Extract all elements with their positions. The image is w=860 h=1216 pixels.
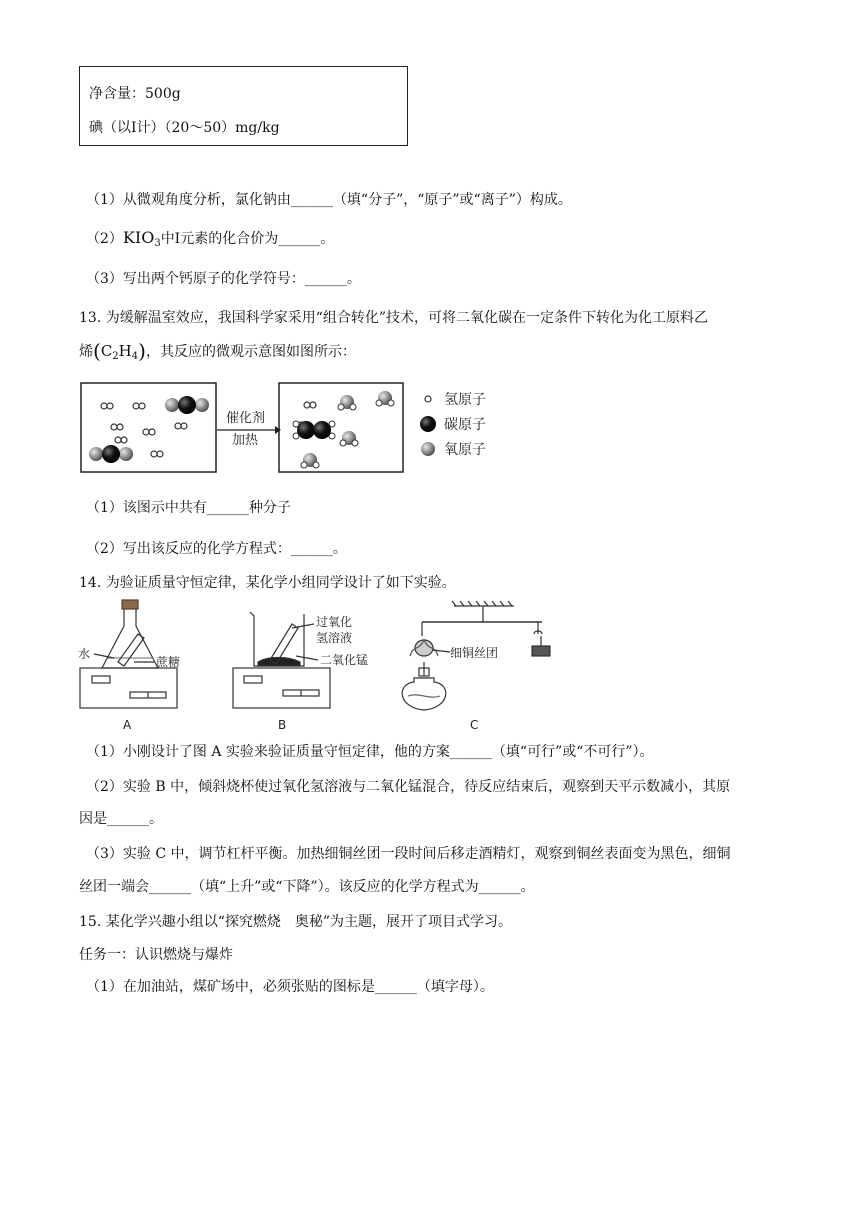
q13-part1: （1）该图示中共有______种分子 [86,500,291,516]
legend-carbon-symbol [420,416,436,432]
formula-c-sub: 2 [112,351,119,362]
experiment-c [402,601,550,710]
formula-c: C [100,342,113,360]
product-c2h4-molecule [293,421,335,439]
experiment-b [233,612,368,708]
q13-intro-line1: 13. 为缓解温室效应，我国科学家采用“组合转化”技术，可将二氧化碳在一定条件下转化为化工原料乙 [79,310,709,326]
q14-part1: （1）小刚设计了图 A 实验来验证质量守恒定律，他的方案______（填“可行”或“不可行”）。 [86,744,654,760]
caption-c: C [470,718,479,732]
q14-intro: 14. 为验证质量守恒定律，某化学小组同学设计了如下实验。 [79,575,456,591]
label-mno2: 二氧化锰 [320,653,369,667]
label-h2o2-1: 过氧化 [316,615,353,629]
legend-hydrogen-label: 氢原子 [444,392,486,408]
formula-c2h4 [101,342,138,360]
formula-h: H [118,342,132,360]
legend-hydrogen-symbol [425,396,431,402]
condition-heat: 加热 [232,433,259,448]
caption-b: B [278,718,287,732]
q14-part2-line2: 因是______。 [79,811,163,827]
test-tube-a [118,634,144,666]
nutrition-label-box [79,66,408,146]
q13-intro-line2-prefix: 烯 [79,344,93,360]
weight [532,646,550,656]
balance-b-display [244,676,262,683]
legend-oxygen-label: 氧原子 [444,442,486,458]
legend-oxygen-symbol [421,442,435,456]
reactant-co2-molecule-1 [165,396,209,414]
q12-part2 [86,228,334,249]
experiment-figure [78,596,578,734]
paren-close: ) [138,339,146,363]
balance-b [233,668,330,708]
q14-part3-line2: 丝团一端会______（填“上升”或“下降”）。该反应的化学方程式为______。 [79,879,535,895]
formula-kio3-main: KIO [122,228,155,247]
reactant-co2-molecule-2 [89,445,133,463]
q12-part3: （3）写出两个钙原子的化学符号：______。 [86,271,361,287]
q15-intro: 15. 某化学兴趣小组以“探究燃烧 奥秘”为主题，展开了项目式学习。 [79,914,513,930]
label-water: 水 [78,647,91,661]
net-content-text: 净含量：500g [89,86,181,102]
iodine-content-text: 碘（以Ⅰ计）（20～50）mg/kg [89,120,280,136]
formula-h-sub: 4 [131,351,139,362]
q13-intro-line2-suffix: ，其反应的微观示意图如图所示： [145,344,356,360]
q15-task1: 任务一：认识燃烧与爆炸 [79,947,233,963]
caption-a: A [123,718,132,732]
copper-wire-ball [415,640,433,656]
q12-part2-suffix: 中Ⅰ元素的化合价为______。 [160,231,335,247]
q14-part2-line1: （2）实验 B 中，倾斜烧杯使过氧化氢溶液与二氧化锰混合，待反应结束后，观察到天平示数减小，其原 [86,779,731,795]
experiment-a [78,600,180,708]
reactants-box [81,383,216,472]
q13-part2: （2）写出该反应的化学方程式：______。 [86,541,347,557]
paren-open: ( [93,339,101,363]
formula-kio3-sub: 3 [154,238,161,249]
label-copper-wire: 细铜丝团 [450,646,499,660]
alcohol-lamp [402,678,446,710]
condition-catalyst: 催化剂 [226,411,266,426]
formula-kio3 [123,228,161,247]
reaction-diagram [80,380,500,476]
flask-stopper [122,600,138,609]
balance-a [80,668,177,708]
label-h2o2-2: 氢溶液 [316,631,353,645]
q15-part1: （1）在加油站，煤矿场中，必须张贴的图标是______（填字母）。 [86,979,494,995]
label-sugar: 蔗糖 [156,655,181,669]
diagram-legend [420,392,486,458]
q14-part3-line1: （3）实验 C 中，调节杠杆平衡。加热细铜丝团一段时间后移走酒精灯，观察到铜丝表面变为黑色，细铜 [86,846,731,862]
balance-a-display [92,676,110,683]
q13-intro-line2 [79,339,356,363]
q12-part1: （1）从微观角度分析，氯化钠由______（填“分子”，“原子”或“离子”）构成。 [86,192,572,208]
q12-part2-prefix: （2） [86,231,123,247]
legend-carbon-label: 碳原子 [444,417,486,433]
conical-flask [102,609,158,668]
arrow-head [275,426,281,434]
